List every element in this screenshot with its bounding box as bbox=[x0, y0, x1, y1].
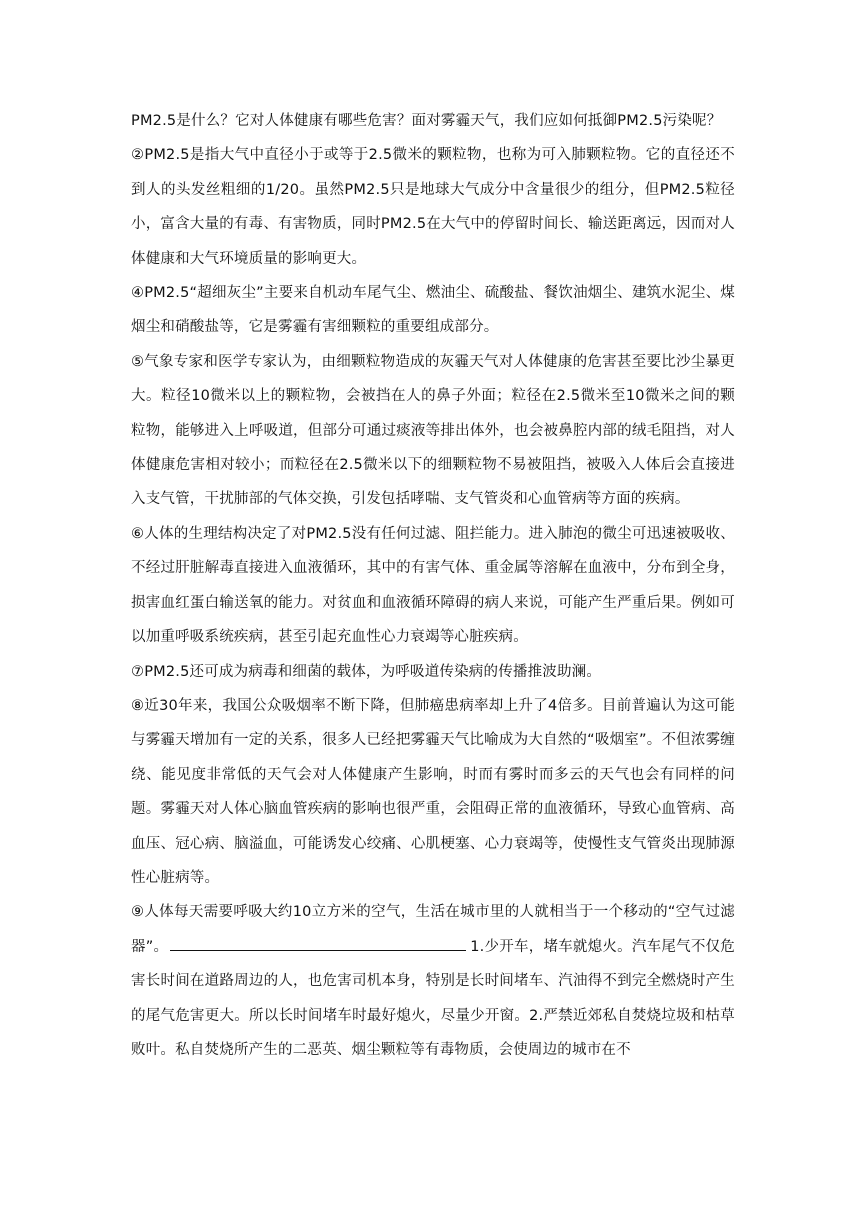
paragraph-intro: PM2.5是什么？它对人体健康有哪些危害？面对雾霾天气，我们应如何抵御PM2.5污染呢？ bbox=[131, 113, 722, 129]
paragraph-8: ⑧近30年来，我国公众吸烟率不断下降，但肺癌患病率却上升了4倍多。目前普遍认为这可能与雾霾天增加有一定的关系，很多人已经把雾霾天气比喻成为大自然的“吸烟室”。不但浓雾缠绕、能见度非常低的天气会对人体健康产生影响，时而有雾时而多云的天气也会有同样的问题。雾霾天对人体心脑血管疾病的影响也很严重，会阻碍正常的血液循环，导致心血管病、高血压、冠心病、脑溢血，可能诱发心绞痛、心肌梗塞、心力衰竭等，使慢性支气管炎出现肺源性心脏病等。 bbox=[131, 697, 735, 886]
paragraph-5: ⑤气象专家和医学专家认为，由细颗粒物造成的灰霾天气对人体健康的危害甚至要比沙尘暴更大。粒径10微米以上的颗粒物，会被挡在人的鼻子外面；粒径在2.5微米至10微米之间的颗粒物，能够进入上呼吸道，但部分可通过痰液等排出体外，也会被鼻腔内部的绒毛阻挡，对人体健康危害相对较小；而粒径在2.5微米以下的细颗粒物不易被阻挡，被吸入人体后会直接进入支气管，干扰肺部的气体交换，引发包括哮喘、支气管炎和心血管病等方面的疾病。 bbox=[131, 353, 735, 508]
paragraph-2: ②PM2.5是指大气中直径小于或等于2.5微米的颗粒物，也称为可入肺颗粒物。它的直径还不到人的头发丝粗细的1/20。虽然PM2.5只是地球大气成分中含量很少的组分，但PM2.5粒径小，富含大量的有毒、有害物质，同时PM2.5在大气中的停留时间长、输送距离远，因而对人体健康和大气环境质量的影响更大。 bbox=[131, 147, 735, 267]
paragraph-4: ④PM2.5“超细灰尘”主要来自机动车尾气尘、燃油尘、硫酸盐、餐饮油烟尘、建筑水泥尘、煤烟尘和硝酸盐等，它是雾霾有害细颗粒的重要组成部分。 bbox=[131, 285, 735, 336]
paragraph-7: ⑦PM2.5还可成为病毒和细菌的载体，为呼吸道传染病的传播推波助澜。 bbox=[131, 663, 602, 680]
answer-blank[interactable] bbox=[170, 936, 466, 951]
document-body bbox=[131, 104, 735, 1067]
paragraph-9-after-blank: 1.少开车，堵车就熄火。汽车尾气不仅危害长时间在道路周边的人，也危害司机本身，特别是长时间堵车、汽油得不到完全燃烧时产生的尾气危害更大。所以长时间堵车时最好熄火，尽量少开窗。2.严禁近郊私自焚烧垃圾和枯草败叶。私自焚烧所产生的二恶英、烟尘颗粒等有毒物质，会使周边的城市在不 bbox=[131, 938, 735, 1058]
paragraph-9 bbox=[131, 895, 735, 1067]
paragraph-6: ⑥人体的生理结构决定了对PM2.5没有任何过滤、阻拦能力。进入肺泡的微尘可迅速被吸收、不经过肝脏解毒直接进入血液循环，其中的有害气体、重金属等溶解在血液中，分布到全身，损害血红蛋白输送氧的能力。对贫血和血液循环障碍的病人来说，可能产生严重后果。例如可以加重呼吸系统疾病，甚至引起充血性心力衰竭等心脏疾病。 bbox=[131, 525, 735, 646]
paragraph-9-before-blank: ⑨人体每天需要呼吸大约10立方米的空气，生活在城市里的人就相当于一个移动的“空气过滤器”。 bbox=[131, 904, 735, 955]
